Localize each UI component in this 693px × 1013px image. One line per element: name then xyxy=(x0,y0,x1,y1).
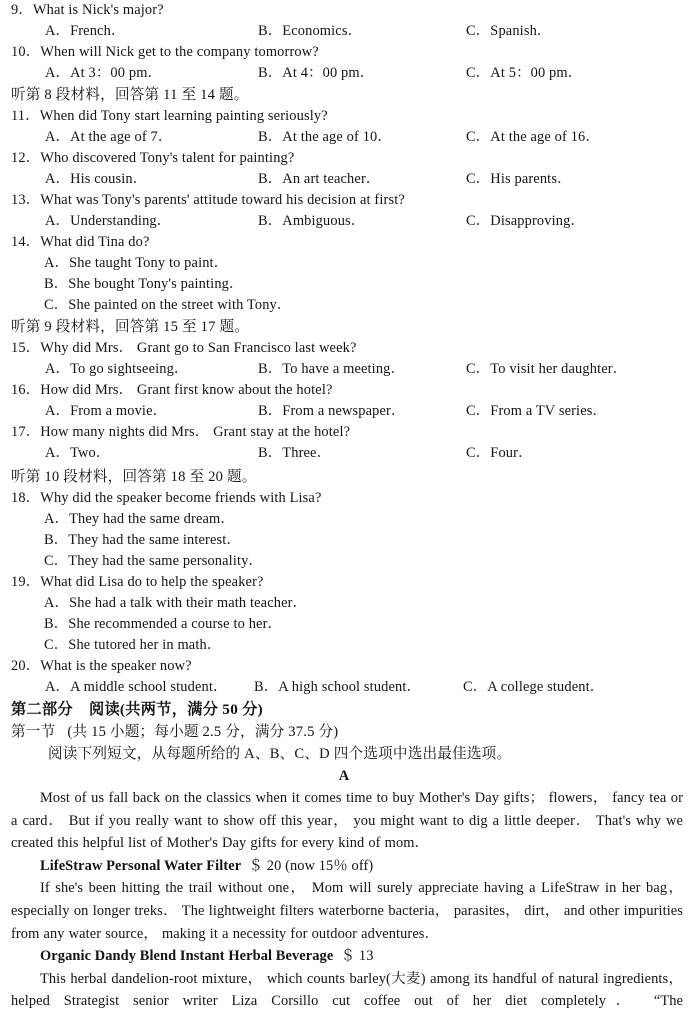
option-20-a[interactable]: A．A middle school student． xyxy=(45,679,228,695)
option-15-a[interactable]: A．To go sightseeing． xyxy=(45,361,189,377)
option-15-c[interactable]: C．To visit her daughter． xyxy=(466,361,628,377)
question-stem-13: 13．What was Tony's parents' attitude toward his decision at first? xyxy=(11,192,405,208)
product-name-lifestraw: LifeStraw Personal Water Filter xyxy=(40,857,242,874)
reading-instruction: 阅读下列短文，从每题所给的 A、B、C、D 四个选项中选出最佳选项。 xyxy=(48,746,512,762)
option-11-a[interactable]: A．At the age of 7． xyxy=(45,129,173,145)
section-one-label: 第一节 xyxy=(11,724,56,740)
part-two-label: 第二部分 xyxy=(11,701,73,718)
product-body-dandy-blend: This herbal dandelion-root mixture， which counts barley(大麦) among its handful of natural ingredients， helped Strategist senior writer Liza Corsillo cut coffee out of her diet completely． “The xyxy=(11,970,683,1010)
question-stem-14: 14．What did Tina do? xyxy=(11,234,150,250)
option-12-c[interactable]: C．His parents． xyxy=(466,171,572,187)
option-14-a[interactable]: A．She taught Tony to paint． xyxy=(44,255,229,271)
section-one-header xyxy=(0,721,693,743)
option-18-a[interactable]: A．They had the same dream． xyxy=(44,511,235,527)
option-13-c[interactable]: C．Disapproving． xyxy=(466,213,585,229)
option-18-b[interactable]: B．They had the same interest． xyxy=(44,532,241,548)
question-stem-15: 15．Why did Mrs． Grant go to San Francisco last week? xyxy=(11,340,357,356)
option-11-b[interactable]: B．At the age of 10． xyxy=(258,129,392,145)
option-19-b[interactable]: B．She recommended a course to her． xyxy=(44,616,283,632)
product-price-lifestraw: ＄ 20 (now 15％ off) xyxy=(248,857,374,874)
question-stem-17: 17．How many nights did Mrs． Grant stay at the hotel? xyxy=(11,424,351,440)
product-price-dandy-blend: ＄ 13 xyxy=(340,948,374,965)
passage-label-a: A xyxy=(338,768,350,784)
product-body-lifestraw: If she's been hitting the trail without one， Mom will surely appreciate having a LifeStraw in her bag， especially on longer treks． The lightweight filters waterborne bacteria， parasites， dirt， and other impurities from any water source， making it a necessity for outdoor adventures． xyxy=(11,880,683,942)
question-stem-20: 20．What is the speaker now? xyxy=(11,658,192,674)
option-17-c[interactable]: C．Four． xyxy=(466,445,533,461)
option-12-a[interactable]: A．His cousin． xyxy=(45,171,148,187)
option-row-11 xyxy=(0,127,693,148)
question-stem-19: 19．What did Lisa do to help the speaker? xyxy=(11,574,264,590)
option-14-c[interactable]: C．She painted on the street with Tony． xyxy=(44,297,292,313)
option-14-b[interactable]: B．She bought Tony's painting． xyxy=(44,276,244,292)
option-16-a[interactable]: A．From a movie． xyxy=(45,403,168,419)
option-20-c[interactable]: C．A college student． xyxy=(463,679,605,695)
part-two-header xyxy=(0,698,693,721)
question-stem-12: 12．Who discovered Tony's talent for painting? xyxy=(11,150,295,166)
option-row-9 xyxy=(0,21,693,42)
option-row-12 xyxy=(0,169,693,190)
option-9-c[interactable]: C．Spanish． xyxy=(466,23,552,39)
product-heading-dandy-blend xyxy=(0,945,693,968)
option-19-a[interactable]: A．She had a talk with their math teacher． xyxy=(44,595,308,611)
option-15-b[interactable]: B．To have a meeting． xyxy=(258,361,406,377)
question-stem-10: 10．When will Nick get to the company tomorrow? xyxy=(11,44,319,60)
listening-direction-material-9: 听第 9 段材料，回答第 15 至 17 题。 xyxy=(11,319,250,335)
option-9-a[interactable]: A．French． xyxy=(45,23,126,39)
listening-direction-material-10: 听第 10 段材料，回答第 18 至 20 题。 xyxy=(11,469,257,485)
part-two-title: 阅读(共两节，满分 50 分) xyxy=(88,701,264,718)
product-heading-lifestraw xyxy=(0,855,693,878)
passage-intro-paragraph: Most of us fall back on the classics when it comes time to buy Mother's Day gifts； flowers， fancy tea or a card． But if you really want to show off this year， you might want to dig a little deeper． That's why we created this helpful list of Mother's Day gifts for every kind of mom． xyxy=(11,790,683,852)
product-name-dandy-blend: Organic Dandy Blend Instant Herbal Beverage xyxy=(40,948,334,965)
option-16-c[interactable]: C．From a TV series． xyxy=(466,403,608,419)
option-16-b[interactable]: B．From a newspaper． xyxy=(258,403,406,419)
question-stem-16: 16．How did Mrs． Grant first know about the hotel? xyxy=(11,382,333,398)
option-18-c[interactable]: C．They had the same personality． xyxy=(44,553,264,569)
option-17-b[interactable]: B．Three． xyxy=(258,445,332,461)
option-13-a[interactable]: A．Understanding． xyxy=(45,213,172,229)
option-17-a[interactable]: A．Two． xyxy=(45,445,111,461)
option-10-a[interactable]: A．At 3：00 pm． xyxy=(45,65,163,81)
option-11-c[interactable]: C．At the age of 16． xyxy=(466,129,600,145)
option-row-15 xyxy=(0,359,693,380)
option-9-b[interactable]: B．Economics． xyxy=(258,23,363,39)
option-19-c[interactable]: C．She tutored her in math． xyxy=(44,637,222,653)
option-row-20 xyxy=(0,677,693,698)
option-13-b[interactable]: B．Ambiguous． xyxy=(258,213,366,229)
option-12-b[interactable]: B．An art teacher． xyxy=(258,171,381,187)
option-10-c[interactable]: C．At 5：00 pm． xyxy=(466,65,583,81)
listening-direction-material-8: 听第 8 段材料，回答第 11 至 14 题。 xyxy=(11,87,249,103)
option-row-10 xyxy=(0,63,693,84)
section-one-score: (共 15 小题；每小题 2.5 分，满分 37.5 分) xyxy=(67,724,339,740)
question-stem-18: 18．Why did the speaker become friends with Lisa? xyxy=(11,490,322,506)
option-10-b[interactable]: B．At 4：00 pm． xyxy=(258,65,375,81)
question-stem-9: 9．What is Nick's major? xyxy=(11,2,164,18)
option-row-16 xyxy=(0,401,693,422)
option-row-17 xyxy=(0,443,693,464)
question-stem-11: 11．When did Tony start learning painting seriously? xyxy=(11,108,328,124)
option-row-13 xyxy=(0,211,693,232)
option-20-b[interactable]: B．A high school student． xyxy=(254,679,422,695)
